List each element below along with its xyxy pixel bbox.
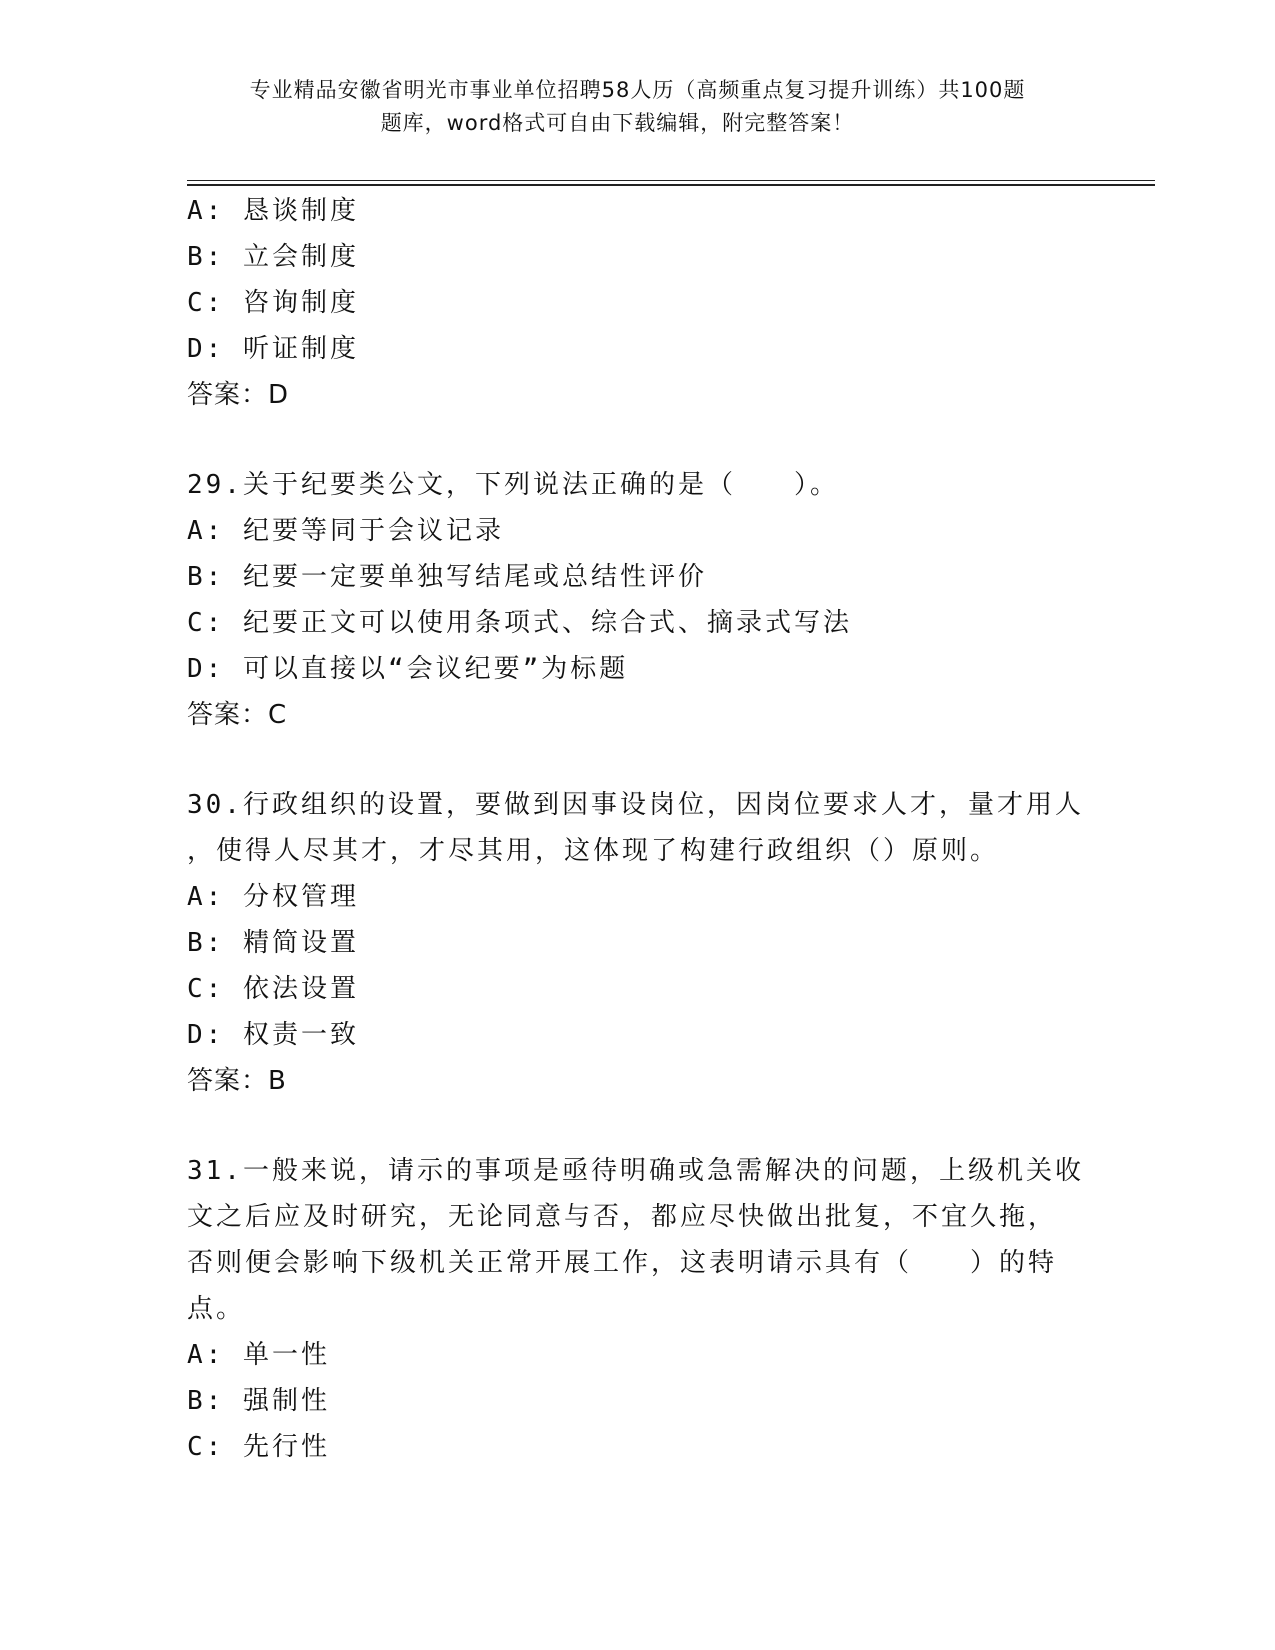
answer-line: 答案：B xyxy=(187,1066,287,1096)
option-b: B: 立会制度 xyxy=(187,242,359,272)
option-d: D: 听证制度 xyxy=(187,334,359,364)
question-spacer xyxy=(187,1104,1087,1148)
option-b: B: 精简设置 xyxy=(187,928,359,958)
option-c: C: 先行性 xyxy=(187,1432,330,1462)
question-stem-line-2: ，使得人尽其才，才尽其用，这体现了构建行政组织（）原则。 xyxy=(187,836,1000,866)
question-stem: 29.关于纪要类公文，下列说法正确的是（ ）。 xyxy=(187,470,839,500)
option-b: B: 纪要一定要单独写结尾或总结性评价 xyxy=(187,562,707,592)
option-c: C: 依法设置 xyxy=(187,974,359,1004)
header-rule-thin xyxy=(187,180,1155,181)
question-28-continued xyxy=(187,188,1087,418)
question-31 xyxy=(187,1148,1087,1470)
question-30 xyxy=(187,782,1087,1104)
option-a: A: 单一性 xyxy=(187,1340,330,1370)
question-stem-line-1: 30.行政组织的设置，要做到因事设岗位，因岗位要求人才，量才用人 xyxy=(187,790,1084,820)
question-29 xyxy=(187,462,1087,738)
question-stem-line-3: 否则便会影响下级机关正常开展工作，这表明请示具有（ ）的特 xyxy=(187,1248,1058,1278)
question-stem-line-1: 31.一般来说，请示的事项是亟待明确或急需解决的问题，上级机关收 xyxy=(187,1156,1084,1186)
option-d: D: 可以直接以“会议纪要”为标题 xyxy=(187,654,629,684)
option-c: C: 咨询制度 xyxy=(187,288,359,318)
answer-line: 答案：D xyxy=(187,380,290,410)
option-c: C: 纪要正文可以使用条项式、综合式、摘录式写法 xyxy=(187,608,852,638)
question-stem-line-2: 文之后应及时研究，无论同意与否，都应尽快做出批复，不宜久拖， xyxy=(187,1202,1058,1232)
header-rule-thick xyxy=(187,184,1155,186)
question-stem-line-4: 点。 xyxy=(187,1294,246,1324)
document-header xyxy=(0,74,1275,140)
document-title-line-2: 题库，word格式可自由下载编辑，附完整答案！ xyxy=(380,111,855,135)
question-spacer xyxy=(187,418,1087,462)
document-title-line-1: 专业精品安徽省明光市事业单位招聘58人历（高频重点复习提升训练）共100题 xyxy=(249,78,1026,102)
answer-line: 答案：C xyxy=(187,700,288,730)
option-a: A: 分权管理 xyxy=(187,882,359,912)
option-a: A: 恳谈制度 xyxy=(187,196,359,226)
option-d: D: 权责一致 xyxy=(187,1020,359,1050)
option-a: A: 纪要等同于会议记录 xyxy=(187,516,504,546)
question-list xyxy=(187,188,1087,1470)
question-spacer xyxy=(187,738,1087,782)
option-b: B: 强制性 xyxy=(187,1386,330,1416)
